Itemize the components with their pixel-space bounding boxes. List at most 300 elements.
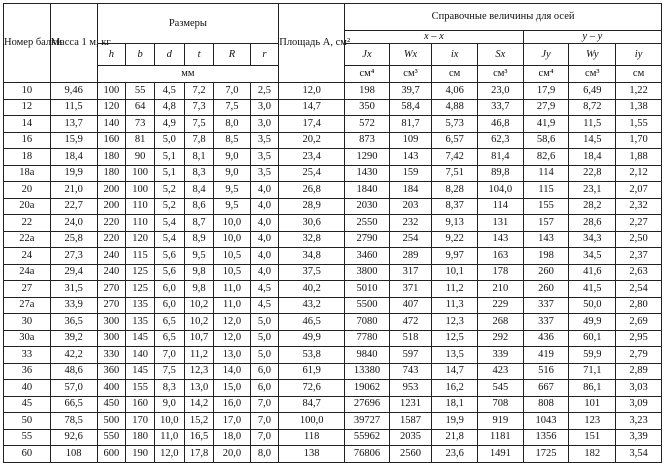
- beam-number-cell: 50: [4, 413, 51, 430]
- table-cell: 6,57: [432, 132, 478, 149]
- table-cell: 50,0: [569, 297, 616, 314]
- table-cell: 220: [97, 215, 126, 232]
- table-cell: 572: [345, 116, 390, 133]
- table-cell: 135: [126, 314, 155, 331]
- table-cell: 23,4: [279, 149, 345, 166]
- table-cell: 14,7: [279, 99, 345, 116]
- table-cell: 3,39: [616, 429, 662, 446]
- table-row: [4, 248, 662, 265]
- table-cell: 19,9: [432, 413, 478, 430]
- table-cell: 114: [523, 165, 569, 182]
- table-cell: 2,80: [616, 297, 662, 314]
- table-cell: 4,0: [250, 215, 279, 232]
- table-cell: 292: [477, 330, 523, 347]
- table-cell: 2,63: [616, 264, 662, 281]
- table-cell: 41,5: [569, 281, 616, 298]
- table-row: [4, 99, 662, 116]
- table-cell: 5,6: [154, 264, 184, 281]
- table-cell: 7,0: [154, 347, 184, 364]
- header-ref-6: iy: [616, 44, 662, 66]
- table-cell: 22,8: [569, 165, 616, 182]
- table-cell: 12,3: [432, 314, 478, 331]
- table-cell: 545: [477, 380, 523, 397]
- table-cell: 29,4: [50, 264, 97, 281]
- table-cell: 7,0: [250, 429, 279, 446]
- table-cell: 20,2: [279, 132, 345, 149]
- table-cell: 20,0: [214, 446, 250, 463]
- table-cell: 23,1: [569, 182, 616, 199]
- table-cell: 9,8: [184, 281, 214, 298]
- table-cell: 8,3: [154, 380, 184, 397]
- table-cell: 2,50: [616, 231, 662, 248]
- header-area: Площадь A, см²: [279, 4, 345, 83]
- table-cell: 1,88: [616, 149, 662, 166]
- table-cell: 6,49: [569, 83, 616, 100]
- table-cell: 450: [97, 396, 126, 413]
- table-cell: 9,13: [432, 215, 478, 232]
- table-cell: 34,5: [569, 248, 616, 265]
- table-cell: 5,73: [432, 116, 478, 133]
- table-cell: 8,0: [250, 446, 279, 463]
- table-cell: 7,0: [250, 413, 279, 430]
- table-cell: 81: [126, 132, 155, 149]
- table-cell: 1,70: [616, 132, 662, 149]
- table-cell: 8,6: [184, 198, 214, 215]
- table-row: [4, 149, 662, 166]
- table-cell: 12,0: [154, 446, 184, 463]
- table-cell: 11,0: [214, 281, 250, 298]
- table-cell: 3,0: [250, 99, 279, 116]
- table-cell: 37,5: [279, 264, 345, 281]
- table-cell: 9,0: [154, 396, 184, 413]
- table-cell: 33,7: [477, 99, 523, 116]
- table-row: [4, 413, 662, 430]
- table-cell: 18,4: [569, 149, 616, 166]
- table-cell: 2,95: [616, 330, 662, 347]
- table-cell: 33,9: [50, 297, 97, 314]
- table-cell: 1430: [345, 165, 390, 182]
- table-cell: 808: [523, 396, 569, 413]
- table-cell: 25,8: [50, 231, 97, 248]
- table-cell: 10,0: [214, 215, 250, 232]
- table-cell: 120: [126, 231, 155, 248]
- table-cell: 12,0: [279, 83, 345, 100]
- table-cell: 110: [126, 198, 155, 215]
- beam-number-cell: 40: [4, 380, 51, 397]
- table-cell: 39,2: [50, 330, 97, 347]
- table-row: [4, 297, 662, 314]
- header-dim-3: t: [184, 44, 214, 66]
- table-cell: 64: [126, 99, 155, 116]
- table-cell: 5,0: [154, 132, 184, 149]
- header-dim-0: h: [97, 44, 126, 66]
- table-row: [4, 314, 662, 331]
- table-row: [4, 116, 662, 133]
- table-cell: 190: [126, 446, 155, 463]
- beam-number-cell: 30: [4, 314, 51, 331]
- table-cell: 48,6: [50, 363, 97, 380]
- table-cell: 300: [97, 330, 126, 347]
- table-cell: 40,2: [279, 281, 345, 298]
- table-cell: 10,2: [184, 297, 214, 314]
- table-cell: 140: [126, 347, 155, 364]
- table-cell: 419: [523, 347, 569, 364]
- table-cell: 15,2: [184, 413, 214, 430]
- beam-number-cell: 18: [4, 149, 51, 166]
- table-cell: 23,0: [477, 83, 523, 100]
- table-cell: 4,5: [250, 281, 279, 298]
- header-ref-unit-4: см⁴: [523, 66, 569, 83]
- table-cell: 4,0: [250, 231, 279, 248]
- table-cell: 28,2: [569, 198, 616, 215]
- table-cell: 4,5: [154, 83, 184, 100]
- table-cell: 49,9: [279, 330, 345, 347]
- table-cell: 15,0: [214, 380, 250, 397]
- table-cell: 28,9: [279, 198, 345, 215]
- table-cell: 104,0: [477, 182, 523, 199]
- table-cell: 60,1: [569, 330, 616, 347]
- table-row: [4, 132, 662, 149]
- table-cell: 160: [126, 396, 155, 413]
- table-cell: 28,6: [569, 215, 616, 232]
- table-row: [4, 347, 662, 364]
- table-cell: 138: [279, 446, 345, 463]
- table-row: [4, 380, 662, 397]
- table-cell: 30,6: [279, 215, 345, 232]
- table-cell: 2,54: [616, 281, 662, 298]
- table-cell: 6,5: [154, 314, 184, 331]
- table-cell: 4,0: [250, 198, 279, 215]
- table-cell: 2790: [345, 231, 390, 248]
- table-cell: 4,8: [154, 99, 184, 116]
- table-cell: 13,5: [432, 347, 478, 364]
- table-cell: 143: [477, 231, 523, 248]
- table-cell: 61,9: [279, 363, 345, 380]
- table-cell: 81,4: [477, 149, 523, 166]
- table-cell: 2030: [345, 198, 390, 215]
- table-cell: 155: [523, 198, 569, 215]
- beam-number-cell: 27a: [4, 297, 51, 314]
- table-cell: 337: [523, 314, 569, 331]
- table-cell: 5500: [345, 297, 390, 314]
- header-ref-4: Jy: [523, 44, 569, 66]
- table-cell: 13,7: [50, 116, 97, 133]
- table-cell: 5,6: [154, 248, 184, 265]
- beam-number-cell: 60: [4, 446, 51, 463]
- table-cell: 2,37: [616, 248, 662, 265]
- table-cell: 31,5: [50, 281, 97, 298]
- beam-number-cell: 22: [4, 215, 51, 232]
- table-cell: 3460: [345, 248, 390, 265]
- beam-number-cell: 20: [4, 182, 51, 199]
- table-cell: 5,1: [154, 149, 184, 166]
- table-cell: 16,5: [184, 429, 214, 446]
- header-axis-y: y – y: [523, 31, 661, 44]
- table-cell: 4,06: [432, 83, 478, 100]
- header-ref-3: Sx: [477, 44, 523, 66]
- table-cell: 13,0: [214, 347, 250, 364]
- table-cell: 1231: [389, 396, 432, 413]
- table-cell: 123: [569, 413, 616, 430]
- beam-properties-table: [3, 3, 662, 463]
- table-cell: 17,0: [214, 413, 250, 430]
- header-dim-4: R: [214, 44, 250, 66]
- table-cell: 3,54: [616, 446, 662, 463]
- table-cell: 7,0: [250, 396, 279, 413]
- table-cell: 200: [97, 198, 126, 215]
- table-row: [4, 363, 662, 380]
- table-row: [4, 165, 662, 182]
- table-cell: 8,7: [184, 215, 214, 232]
- table-cell: 12,5: [432, 330, 478, 347]
- table-cell: 140: [97, 116, 126, 133]
- header-ref-1: Wx: [389, 44, 432, 66]
- table-cell: 6,0: [250, 363, 279, 380]
- table-cell: 57,0: [50, 380, 97, 397]
- table-cell: 8,72: [569, 99, 616, 116]
- table-cell: 5,2: [154, 198, 184, 215]
- header-axis-x: x – x: [345, 31, 524, 44]
- table-cell: 1587: [389, 413, 432, 430]
- header-ref-5: Wy: [569, 44, 616, 66]
- table-cell: 436: [523, 330, 569, 347]
- table-row: [4, 281, 662, 298]
- table-cell: 163: [477, 248, 523, 265]
- table-cell: 11,3: [432, 297, 478, 314]
- table-cell: 55: [126, 83, 155, 100]
- table-cell: 18,4: [50, 149, 97, 166]
- table-cell: 232: [389, 215, 432, 232]
- table-cell: 25,4: [279, 165, 345, 182]
- table-cell: 7,0: [214, 83, 250, 100]
- table-cell: 118: [279, 429, 345, 446]
- table-cell: 1725: [523, 446, 569, 463]
- table-cell: 330: [97, 347, 126, 364]
- table-cell: 36,5: [50, 314, 97, 331]
- table-cell: 17,8: [184, 446, 214, 463]
- table-cell: 350: [345, 99, 390, 116]
- table-cell: 5,1: [154, 165, 184, 182]
- header-ref-unit-6: см: [616, 66, 662, 83]
- table-cell: 157: [523, 215, 569, 232]
- table-cell: 73: [126, 116, 155, 133]
- table-cell: 198: [345, 83, 390, 100]
- table-cell: 7,3: [184, 99, 214, 116]
- table-cell: 23,6: [432, 446, 478, 463]
- header-reference-values: Справочные величины для осей: [345, 4, 662, 31]
- table-cell: 9840: [345, 347, 390, 364]
- table-cell: 180: [97, 165, 126, 182]
- table-cell: 240: [97, 264, 126, 281]
- table-cell: 170: [126, 413, 155, 430]
- table-cell: 6,5: [154, 330, 184, 347]
- table-cell: 131: [477, 215, 523, 232]
- table-cell: 5,4: [154, 231, 184, 248]
- table-cell: 2,79: [616, 347, 662, 364]
- table-cell: 220: [97, 231, 126, 248]
- table-cell: 34,8: [279, 248, 345, 265]
- table-cell: 210: [477, 281, 523, 298]
- table-cell: 32,8: [279, 231, 345, 248]
- table-cell: 7,51: [432, 165, 478, 182]
- table-cell: 4,88: [432, 99, 478, 116]
- table-cell: 8,3: [184, 165, 214, 182]
- table-cell: 317: [389, 264, 432, 281]
- table-cell: 43,2: [279, 297, 345, 314]
- table-cell: 21,0: [50, 182, 97, 199]
- header-ref-unit-2: см: [432, 66, 478, 83]
- beam-number-cell: 14: [4, 116, 51, 133]
- table-cell: 339: [477, 347, 523, 364]
- table-cell: 1290: [345, 149, 390, 166]
- table-cell: 268: [477, 314, 523, 331]
- table-row: [4, 429, 662, 446]
- table-cell: 15,9: [50, 132, 97, 149]
- table-cell: 1491: [477, 446, 523, 463]
- table-cell: 260: [523, 264, 569, 281]
- table-cell: 2,07: [616, 182, 662, 199]
- table-cell: 3,03: [616, 380, 662, 397]
- table-cell: 200: [97, 182, 126, 199]
- table-cell: 3,5: [250, 149, 279, 166]
- table-cell: 182: [569, 446, 616, 463]
- table-cell: 82,6: [523, 149, 569, 166]
- table-cell: 10,5: [214, 264, 250, 281]
- table-cell: 76806: [345, 446, 390, 463]
- table-cell: 39727: [345, 413, 390, 430]
- table-cell: 180: [97, 149, 126, 166]
- table-cell: 360: [97, 363, 126, 380]
- table-row: [4, 83, 662, 100]
- table-cell: 919: [477, 413, 523, 430]
- table-cell: 10,1: [432, 264, 478, 281]
- table-row: [4, 215, 662, 232]
- table-cell: 34,3: [569, 231, 616, 248]
- table-cell: 86,1: [569, 380, 616, 397]
- table-cell: 49,9: [569, 314, 616, 331]
- header-ref-unit-3: см³: [477, 66, 523, 83]
- table-cell: 2,5: [250, 83, 279, 100]
- table-cell: 178: [477, 264, 523, 281]
- table-row: [4, 198, 662, 215]
- table-cell: 9,5: [214, 182, 250, 199]
- table-cell: 108: [50, 446, 97, 463]
- table-cell: 3,5: [250, 132, 279, 149]
- table-cell: 11,2: [432, 281, 478, 298]
- table-cell: 2,12: [616, 165, 662, 182]
- table-cell: 1356: [523, 429, 569, 446]
- table-cell: 10,2: [184, 314, 214, 331]
- table-cell: 5,2: [154, 182, 184, 199]
- header-dim-unit: мм: [97, 66, 279, 83]
- table-cell: 7080: [345, 314, 390, 331]
- table-cell: 7,5: [184, 116, 214, 133]
- table-cell: 1,38: [616, 99, 662, 116]
- table-cell: 7,5: [154, 363, 184, 380]
- table-cell: 8,4: [184, 182, 214, 199]
- table-cell: 4,0: [250, 182, 279, 199]
- table-cell: 550: [97, 429, 126, 446]
- table-cell: 160: [97, 132, 126, 149]
- table-cell: 100,0: [279, 413, 345, 430]
- table-cell: 198: [523, 248, 569, 265]
- beam-number-cell: 20a: [4, 198, 51, 215]
- table-cell: 407: [389, 297, 432, 314]
- table-cell: 2,32: [616, 198, 662, 215]
- table-cell: 516: [523, 363, 569, 380]
- table-cell: 8,0: [214, 116, 250, 133]
- table-cell: 11,5: [50, 99, 97, 116]
- table-cell: 6,0: [250, 380, 279, 397]
- table-cell: 8,5: [214, 132, 250, 149]
- table-cell: 101: [569, 396, 616, 413]
- table-cell: 10,0: [214, 231, 250, 248]
- table-cell: 500: [97, 413, 126, 430]
- table-cell: 472: [389, 314, 432, 331]
- table-cell: 135: [126, 297, 155, 314]
- table-cell: 10,5: [214, 248, 250, 265]
- table-cell: 1,55: [616, 116, 662, 133]
- table-cell: 22,7: [50, 198, 97, 215]
- table-cell: 27,9: [523, 99, 569, 116]
- table-cell: 109: [389, 132, 432, 149]
- header-ref-2: ix: [432, 44, 478, 66]
- header-beam-number: Номер балки: [4, 4, 51, 83]
- beam-number-cell: 45: [4, 396, 51, 413]
- table-cell: 4,9: [154, 116, 184, 133]
- table-cell: 14,2: [184, 396, 214, 413]
- table-cell: 71,1: [569, 363, 616, 380]
- header-dim-5: r: [250, 44, 279, 66]
- table-cell: 58,4: [389, 99, 432, 116]
- table-cell: 72,6: [279, 380, 345, 397]
- table-cell: 16,0: [214, 396, 250, 413]
- table-cell: 27,3: [50, 248, 97, 265]
- header-dimensions: Размеры: [97, 4, 279, 44]
- table-cell: 1,22: [616, 83, 662, 100]
- table-cell: 270: [97, 297, 126, 314]
- header-ref-unit-5: см³: [569, 66, 616, 83]
- table-cell: 667: [523, 380, 569, 397]
- table-cell: 159: [389, 165, 432, 182]
- table-cell: 289: [389, 248, 432, 265]
- table-cell: 115: [523, 182, 569, 199]
- header-dim-2: d: [154, 44, 184, 66]
- table-cell: 13,0: [184, 380, 214, 397]
- table-cell: 120: [97, 99, 126, 116]
- table-cell: 143: [523, 231, 569, 248]
- table-cell: 41,9: [523, 116, 569, 133]
- table-row: [4, 330, 662, 347]
- beam-number-cell: 27: [4, 281, 51, 298]
- table-cell: 145: [126, 363, 155, 380]
- table-cell: 92,6: [50, 429, 97, 446]
- table-cell: 18,1: [432, 396, 478, 413]
- table-cell: 11,0: [214, 297, 250, 314]
- table-cell: 89,8: [477, 165, 523, 182]
- table-row: [4, 264, 662, 281]
- table-cell: 14,5: [569, 132, 616, 149]
- table-cell: 58,6: [523, 132, 569, 149]
- table-cell: 7,5: [214, 99, 250, 116]
- table-cell: 110: [126, 215, 155, 232]
- beam-number-cell: 36: [4, 363, 51, 380]
- table-cell: 7,8: [184, 132, 214, 149]
- table-cell: 53,8: [279, 347, 345, 364]
- table-cell: 3,09: [616, 396, 662, 413]
- table-cell: 12,0: [214, 330, 250, 347]
- beam-number-cell: 18a: [4, 165, 51, 182]
